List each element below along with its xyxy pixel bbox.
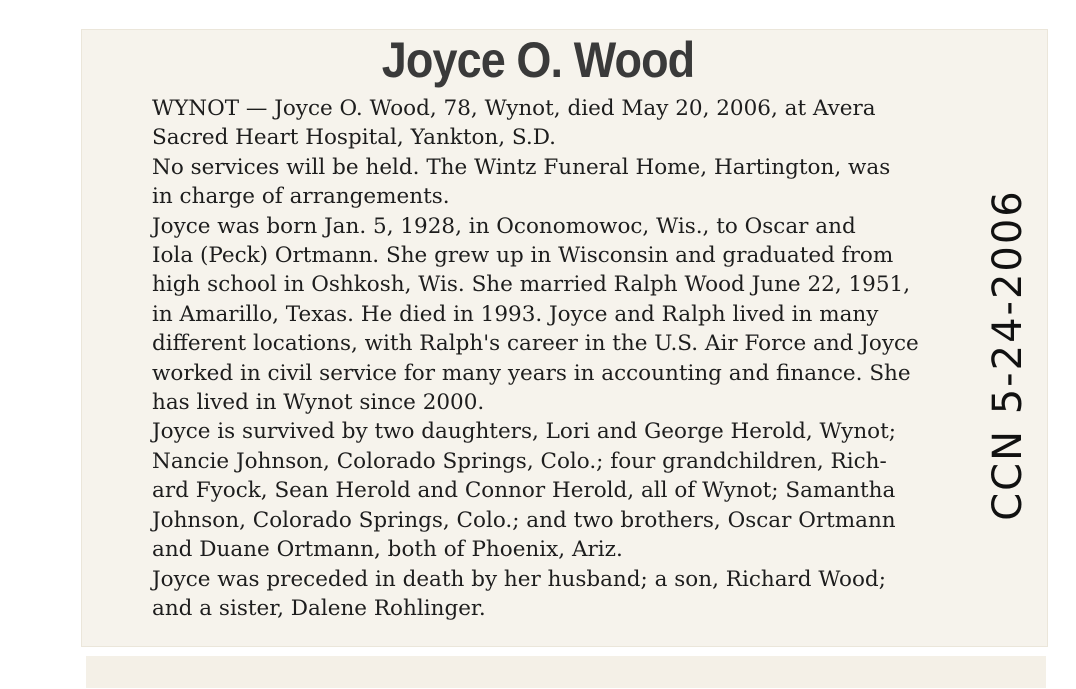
- obituary-headline: Joyce O. Wood: [381, 32, 695, 88]
- text-line: Joyce is survived by two daughters, Lori and George Herold, Wynot;: [152, 419, 897, 445]
- paragraph-survivors: [122, 417, 958, 564]
- text-line: WYNOT — Joyce O. Wood, 78, Wynot, died May 20, 2006, at Avera: [152, 96, 876, 121]
- text-line: in Amarillo, Texas. He died in 1993. Joyce and Ralph lived in many: [152, 301, 879, 327]
- text-line: Joyce was preceded in death by her husband; a son, Richard Wood;: [152, 566, 886, 592]
- text-line: No services will be held. The Wintz Funeral Home, Hartington, was: [152, 154, 891, 180]
- text-line: and Duane Ortmann, both of Phoenix, Ariz.: [152, 537, 623, 563]
- paragraph-preceded: [122, 565, 958, 624]
- text-line: ard Fyock, Sean Herold and Connor Herold, all of Wynot; Samantha: [152, 478, 896, 504]
- text-line: and a sister, Dalene Rohlinger.: [152, 595, 486, 621]
- text-line: Nancie Johnson, Colorado Springs, Colo.; four grandchildren, Rich-: [152, 448, 887, 474]
- text-line: Joyce was born Jan. 5, 1928, in Oconomowoc, Wis., to Oscar and: [152, 213, 856, 239]
- text-line: has lived in Wynot since 2000.: [152, 390, 485, 416]
- text-line: Johnson, Colorado Springs, Colo.; and two brothers, Oscar Ortmann: [152, 507, 896, 533]
- paragraph-services: [122, 153, 958, 212]
- text-line: Sacred Heart Hospital, Yankton, S.D.: [152, 125, 557, 151]
- text-line: Iola (Peck) Ortmann. She grew up in Wisconsin and graduated from: [152, 243, 894, 269]
- paragraph-biography: [122, 212, 958, 418]
- text-line: different locations, with Ralph's career in the U.S. Air Force and Joyce: [152, 331, 919, 357]
- text-line: worked in civil service for many years in accounting and finance. She: [152, 360, 911, 386]
- clipping-edge-strip: [86, 656, 1046, 688]
- obituary-body: [122, 94, 958, 623]
- text-line: high school in Oshkosh, Wis. She married Ralph Wood June 22, 1951,: [152, 272, 911, 298]
- paragraph-death-notice: [122, 94, 958, 153]
- handwritten-date-annotation: CCN 5-24-2006: [985, 189, 1031, 521]
- text-line: in charge of arrangements.: [152, 184, 450, 210]
